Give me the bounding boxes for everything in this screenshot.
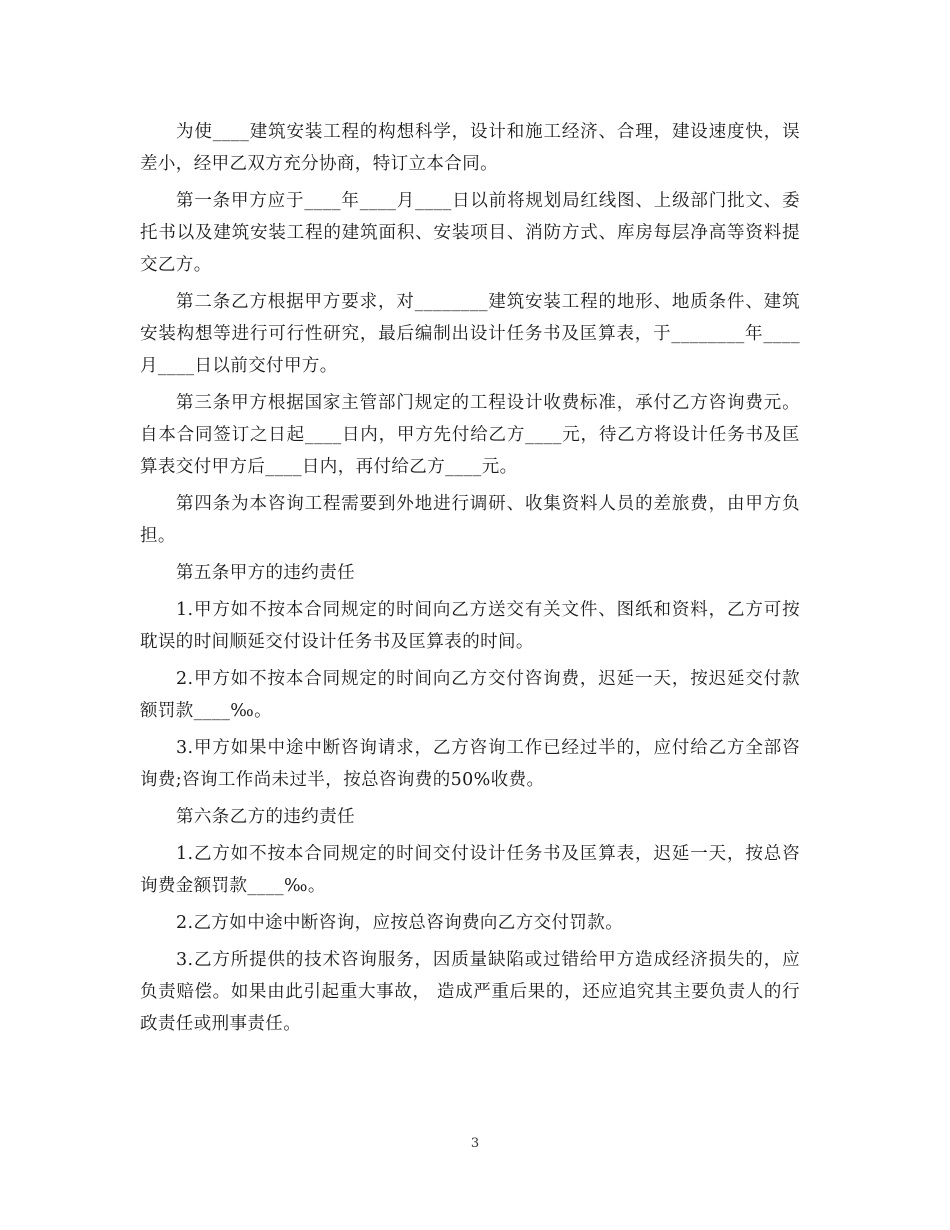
heading-article-6: 第六条乙方的违约责任 xyxy=(176,807,355,827)
paragraph-article-1: 第一条甲方应于____年____月____日以前将规划局红线图、上级部门批文、委托书以及建筑安装工程的建筑面积、安装项目、消防方式、库房每层净高等资料提交乙方。 xyxy=(140,191,800,275)
heading-article-5: 第五条甲方的违约责任 xyxy=(176,563,355,583)
paragraph-article-5-item-2: 2.甲方如不按本合同规定的时间向乙方交付咨询费，迟延一天，按迟延交付款额罚款____‰。 xyxy=(140,669,800,721)
document-body xyxy=(140,116,800,1045)
paragraph-article-6-item-3: 3.乙方所提供的技术咨询服务，因质量缺陷或过错给甲方造成经济损失的，应负责赔偿。如果由此引起重大事故， 造成严重后果的，还应追究其主要负责人的行政责任或刑事责任。 xyxy=(140,950,800,1034)
paragraph-article-6-item-1: 1.乙方如不按本合同规定的时间交付设计任务书及匡算表，迟延一天，按总咨询费金额罚款____‰。 xyxy=(140,844,800,896)
paragraph-article-6-item-2: 2.乙方如中途中断咨询，应按总咨询费向乙方交付罚款。 xyxy=(176,913,624,933)
paragraph-article-5-item-3: 3.甲方如果中途中断咨询请求，乙方咨询工作已经过半的，应付给乙方全部咨询费;咨询工作尚未过半，按总咨询费的50%收费。 xyxy=(140,738,800,790)
paragraph-article-4: 第四条为本咨询工程需要到外地进行调研、收集资料人员的差旅费，由甲方负担。 xyxy=(140,494,800,546)
paragraph-preamble: 为使____建筑安装工程的构想科学，设计和施工经济、合理，建设速度快，误差小，经甲乙双方充分协商，特订立本合同。 xyxy=(140,122,800,174)
page-number: 3 xyxy=(470,1136,480,1151)
paragraph-article-2: 第二条乙方根据甲方要求，对________建筑安装工程的地形、地质条件、建筑安装构想等进行可行性研究，最后编制出设计任务书及匡算表，于________年____月____日以前交付甲方。 xyxy=(140,292,800,376)
paragraph-article-5-item-1: 1.甲方如不按本合同规定的时间向乙方送交有关文件、图纸和资料，乙方可按耽误的时间顺延交付设计任务书及匡算表的时间。 xyxy=(140,600,800,652)
paragraph-article-3: 第三条甲方根据国家主管部门规定的工程设计收费标准，承付乙方咨询费元。自本合同签订之日起____日内，甲方先付给乙方____元，待乙方将设计任务书及匡算表交付甲方后____日内，再付给乙方____元。 xyxy=(140,393,800,477)
